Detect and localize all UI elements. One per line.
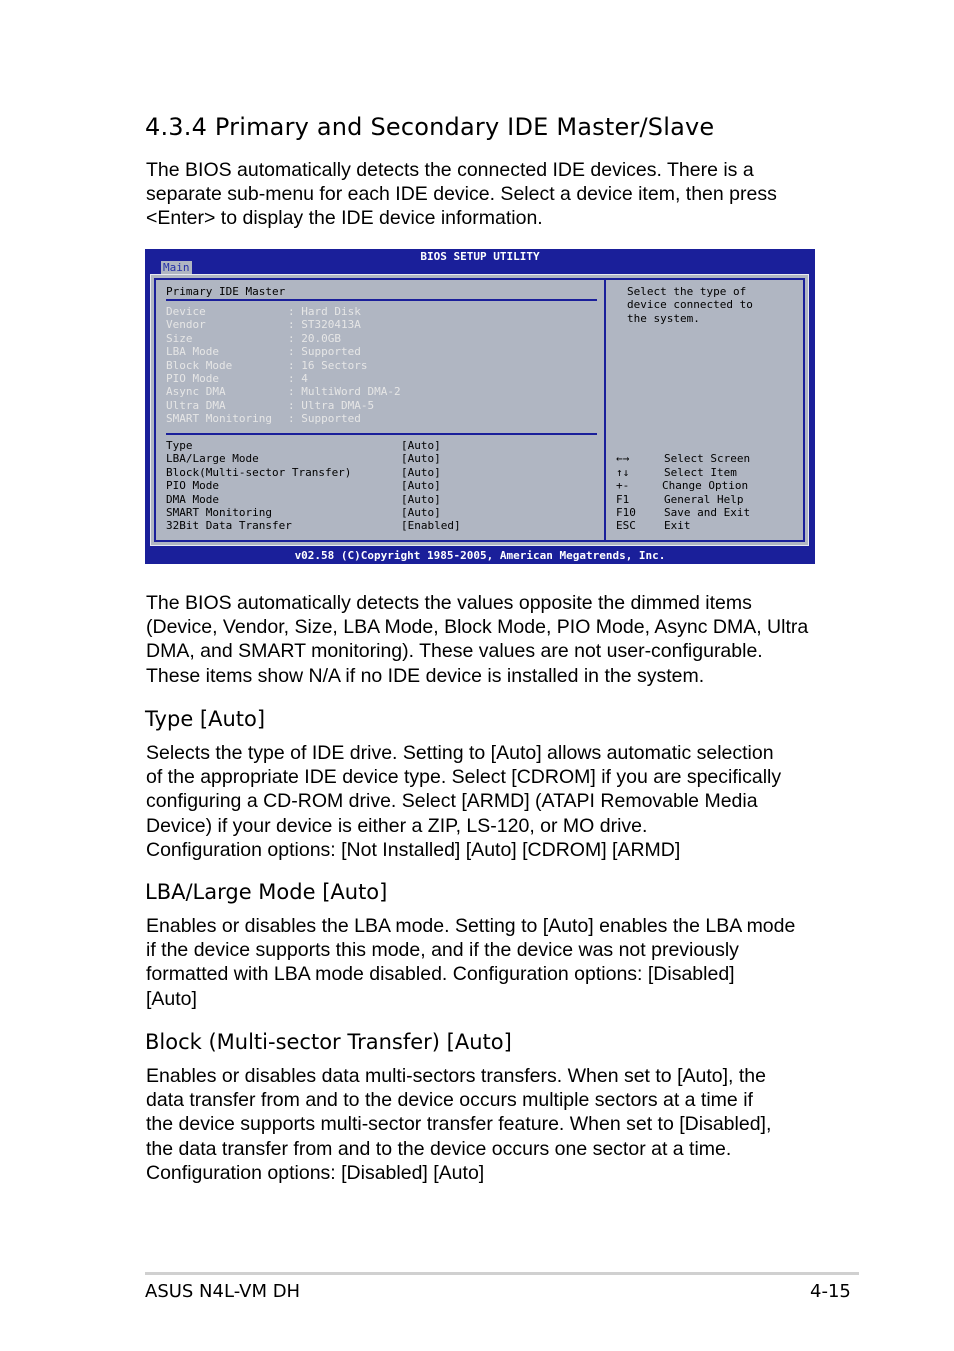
para-line: formatted with LBA mode disabled. Configuration options: [Disabled]	[146, 963, 735, 986]
bios-screenshot	[145, 249, 815, 564]
bios-panel-title: Primary IDE Master	[166, 285, 286, 298]
bios-copyright: v02.58 (C)Copyright 1985-2005, American Megatrends, Inc.	[294, 549, 666, 562]
bios-frame	[150, 274, 809, 546]
bios-title: BIOS SETUP UTILITY	[420, 250, 540, 263]
bios-info-label: Device	[166, 305, 259, 318]
footer-rule	[145, 1272, 859, 1275]
bios-setting-value[interactable]: [Auto]	[401, 452, 441, 466]
bios-key-desc: Save and Exit	[664, 506, 751, 519]
para-line: Device) if your device is either a ZIP, LS-120, or MO drive.	[146, 814, 648, 837]
intro-paragraph	[146, 158, 836, 231]
bios-setting-value[interactable]: [Enabled]	[401, 519, 461, 533]
bios-info-value: : 4	[288, 372, 308, 385]
bios-info-value: : 20.0GB	[288, 331, 341, 345]
block-paragraph	[146, 1064, 836, 1185]
para-line: (Device, Vendor, Size, LBA Mode, Block Mode, PIO Mode, Async DMA, Ultra	[146, 616, 809, 639]
bios-key-desc: Exit	[664, 519, 691, 533]
bios-info-label: Vendor	[166, 318, 259, 332]
bios-info-label: PIO Mode	[166, 372, 259, 385]
bios-info-value: : Ultra DMA-5	[288, 398, 375, 412]
section-title: 4.3.4 Primary and Secondary IDE Master/Slave	[145, 113, 715, 141]
bios-divider	[166, 299, 597, 301]
bios-inner-border	[154, 278, 805, 542]
lba-paragraph	[146, 914, 836, 1011]
bios-info-label: LBA Mode	[166, 345, 259, 359]
bios-setting-32bit[interactable]: 32Bit Data Transfer	[166, 519, 292, 533]
bios-tab-main[interactable]: Main	[163, 261, 190, 274]
bios-info-value: : MultiWord DMA-2	[288, 385, 401, 399]
bios-info-label: Size	[166, 331, 259, 345]
para-line: The BIOS automatically detects the values opposite the dimmed items	[146, 592, 752, 614]
footer-page-number: 4-15	[810, 1281, 851, 1302]
bios-key: F1	[616, 492, 630, 506]
bios-help-line: Select the type of	[627, 285, 747, 298]
intro-line: separate sub-menu for each IDE device. Select a device item, then press	[146, 183, 777, 206]
para-line: Configuration options: [Disabled] [Auto]	[146, 1161, 485, 1184]
type-heading: Type [Auto]	[145, 707, 266, 731]
arrows-ud-icon: ↑↓	[616, 465, 630, 479]
para-line: Configuration options: [Not Installed] [Auto] [CDROM] [ARMD]	[146, 838, 681, 861]
bios-setting-pio[interactable]: PIO Mode	[166, 479, 219, 493]
bios-left-panel	[156, 280, 603, 540]
bios-help-line: device connected to	[627, 298, 753, 312]
para-line: if the device supports this mode, and if the device was not previously	[146, 939, 739, 962]
para-line: [Auto]	[146, 987, 197, 1010]
bios-info-label: Async DMA	[166, 385, 259, 399]
bios-info-value: : 16 Sectors	[288, 358, 368, 372]
intro-line: <Enter> to display the IDE device information.	[146, 207, 543, 230]
bios-divider	[166, 433, 597, 435]
bios-key-desc: Select Screen	[664, 452, 751, 466]
para-line: configuring a CD-ROM drive. Select [ARMD] (ATAPI Removable Media	[146, 790, 758, 813]
arrows-lr-icon: ←→	[616, 452, 630, 466]
bios-info-label: Ultra DMA	[166, 398, 259, 412]
bios-setting-value[interactable]: [Auto]	[401, 479, 441, 493]
bios-key-desc: Change Option	[662, 479, 749, 493]
bios-info-label: Block Mode	[166, 358, 259, 372]
bios-setting-smart[interactable]: SMART Monitoring	[166, 506, 272, 519]
bios-setting-value[interactable]: [Auto]	[401, 439, 441, 452]
lba-heading: LBA/Large Mode [Auto]	[145, 880, 388, 904]
bios-key: ESC	[616, 519, 636, 533]
para-line: These items show N/A if no IDE device is installed in the system.	[146, 664, 705, 687]
plus-minus-icon: +-	[616, 479, 630, 493]
intro-line: The BIOS automatically detects the connected IDE devices. There is a	[146, 159, 754, 181]
bios-key-desc: Select Item	[664, 465, 737, 479]
bios-setting-value[interactable]: [Auto]	[401, 465, 441, 479]
detect-paragraph	[146, 591, 836, 688]
para-line: the data transfer from and to the device occurs one sector at a time.	[146, 1137, 732, 1160]
para-line: Selects the type of IDE drive. Setting to [Auto] allows automatic selection	[146, 742, 774, 764]
block-heading: Block (Multi-sector Transfer) [Auto]	[145, 1030, 512, 1054]
para-line: of the appropriate IDE device type. Select [CDROM] if you are specifically	[146, 766, 782, 789]
bios-setting-block[interactable]: Block(Multi-sector Transfer)	[166, 465, 352, 479]
bios-info-label: SMART Monitoring	[166, 412, 272, 426]
bios-setting-value[interactable]: [Auto]	[401, 506, 441, 519]
bios-setting-dma[interactable]: DMA Mode	[166, 492, 219, 506]
bios-key-desc: General Help	[664, 492, 744, 506]
bios-setting-value[interactable]: [Auto]	[401, 492, 441, 506]
bios-info-value: : Hard Disk	[288, 305, 361, 318]
para-line: Enables or disables data multi-sectors transfers. When set to [Auto], the	[146, 1065, 766, 1087]
type-paragraph	[146, 741, 836, 862]
para-line: the device supports multi-sector transfer feature. When set to [Disabled],	[146, 1113, 772, 1136]
bios-help-line: the system.	[627, 311, 700, 325]
para-line: data transfer from and to the device occurs multiple sectors at a time if	[146, 1089, 753, 1112]
bios-setting-type[interactable]: Type	[166, 439, 193, 452]
bios-info-value: : ST320413A	[288, 318, 361, 332]
bios-info-value: : Supported	[288, 412, 361, 426]
footer-product: ASUS N4L-VM DH	[145, 1281, 301, 1302]
bios-help-panel	[606, 280, 803, 540]
para-line: DMA, and SMART monitoring). These values are not user-configurable.	[146, 640, 763, 663]
para-line: Enables or disables the LBA mode. Setting to [Auto] enables the LBA mode	[146, 915, 796, 937]
bios-setting-lba[interactable]: LBA/Large Mode	[166, 452, 259, 466]
bios-key: F10	[616, 506, 636, 519]
bios-info-value: : Supported	[288, 345, 361, 359]
